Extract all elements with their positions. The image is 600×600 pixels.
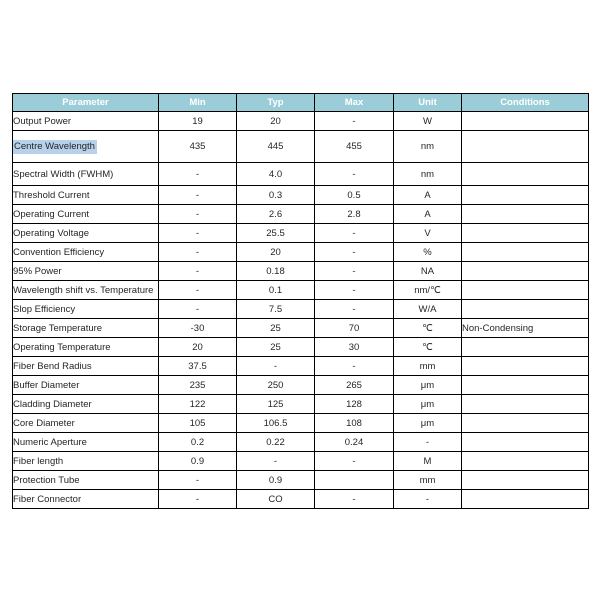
conditions-cell <box>462 112 589 131</box>
typ-cell: 4.0 <box>237 163 315 186</box>
typ-cell: CO <box>237 490 315 509</box>
parameter-cell: Slop Efficiency <box>13 300 159 319</box>
column-header-parameter: Parameter <box>13 94 159 112</box>
parameter-cell: Fiber length <box>13 452 159 471</box>
unit-cell: nm <box>394 131 462 163</box>
conditions-cell: Non-Condensing <box>462 319 589 338</box>
typ-cell: 0.3 <box>237 186 315 205</box>
table-row <box>13 452 589 471</box>
unit-cell: mm <box>394 357 462 376</box>
min-cell: - <box>159 163 237 186</box>
min-cell: 37.5 <box>159 357 237 376</box>
typ-cell: 125 <box>237 395 315 414</box>
max-cell: 0.5 <box>315 186 394 205</box>
min-cell: 122 <box>159 395 237 414</box>
conditions-cell <box>462 395 589 414</box>
table-row <box>13 281 589 300</box>
conditions-cell <box>462 471 589 490</box>
max-cell: - <box>315 243 394 262</box>
typ-cell: 25 <box>237 338 315 357</box>
max-cell: 70 <box>315 319 394 338</box>
parameter-cell: Protection Tube <box>13 471 159 490</box>
max-cell: 108 <box>315 414 394 433</box>
min-cell: - <box>159 262 237 281</box>
unit-cell: nm/℃ <box>394 281 462 300</box>
typ-cell: 0.9 <box>237 471 315 490</box>
conditions-cell <box>462 224 589 243</box>
parameter-cell: Buffer Diameter <box>13 376 159 395</box>
max-cell: - <box>315 490 394 509</box>
typ-cell: 20 <box>237 112 315 131</box>
unit-cell: ℃ <box>394 338 462 357</box>
min-cell: - <box>159 186 237 205</box>
unit-cell: W/A <box>394 300 462 319</box>
min-cell: - <box>159 300 237 319</box>
max-cell: 30 <box>315 338 394 357</box>
typ-cell: 7.5 <box>237 300 315 319</box>
table-row <box>13 262 589 281</box>
conditions-cell <box>462 376 589 395</box>
spec-table-body <box>13 112 589 509</box>
typ-cell: 2.6 <box>237 205 315 224</box>
typ-cell: 0.1 <box>237 281 315 300</box>
parameter-cell: Wavelength shift vs. Temperature <box>13 281 159 300</box>
table-row <box>13 112 589 131</box>
table-row <box>13 319 589 338</box>
table-row <box>13 471 589 490</box>
max-cell: - <box>315 452 394 471</box>
table-row <box>13 243 589 262</box>
unit-cell: - <box>394 490 462 509</box>
parameter-cell: Output Power <box>13 112 159 131</box>
conditions-cell <box>462 357 589 376</box>
typ-cell: 445 <box>237 131 315 163</box>
max-cell: 128 <box>315 395 394 414</box>
conditions-cell <box>462 433 589 452</box>
max-cell: 2.8 <box>315 205 394 224</box>
conditions-cell <box>462 243 589 262</box>
parameter-cell: Operating Current <box>13 205 159 224</box>
conditions-cell <box>462 186 589 205</box>
min-cell: 105 <box>159 414 237 433</box>
parameter-cell: Numeric Aperture <box>13 433 159 452</box>
conditions-cell <box>462 300 589 319</box>
table-row <box>13 131 589 163</box>
table-row <box>13 395 589 414</box>
parameter-cell: Storage Temperature <box>13 319 159 338</box>
parameter-cell: Convention Efficiency <box>13 243 159 262</box>
parameter-cell: Cladding Diameter <box>13 395 159 414</box>
min-cell: 235 <box>159 376 237 395</box>
table-row <box>13 186 589 205</box>
typ-cell: - <box>237 357 315 376</box>
min-cell: 435 <box>159 131 237 163</box>
conditions-cell <box>462 452 589 471</box>
max-cell: 265 <box>315 376 394 395</box>
typ-cell: 250 <box>237 376 315 395</box>
table-row <box>13 376 589 395</box>
unit-cell: NA <box>394 262 462 281</box>
unit-cell: % <box>394 243 462 262</box>
min-cell: - <box>159 490 237 509</box>
min-cell: - <box>159 281 237 300</box>
unit-cell: W <box>394 112 462 131</box>
unit-cell: μm <box>394 414 462 433</box>
conditions-cell <box>462 262 589 281</box>
unit-cell: mm <box>394 471 462 490</box>
selected-text-highlight: Centre Wavelength <box>14 141 95 152</box>
parameter-cell: 95% Power <box>13 262 159 281</box>
table-row <box>13 224 589 243</box>
max-cell: 455 <box>315 131 394 163</box>
unit-cell: ℃ <box>394 319 462 338</box>
table-row <box>13 357 589 376</box>
table-row <box>13 338 589 357</box>
column-header-conditions: Conditions <box>462 94 589 112</box>
conditions-cell <box>462 490 589 509</box>
min-cell: -30 <box>159 319 237 338</box>
spec-table <box>12 93 589 509</box>
max-cell: - <box>315 281 394 300</box>
min-cell: - <box>159 471 237 490</box>
max-cell: 0.24 <box>315 433 394 452</box>
table-row <box>13 163 589 186</box>
unit-cell: μm <box>394 376 462 395</box>
typ-cell: 106.5 <box>237 414 315 433</box>
min-cell: 0.9 <box>159 452 237 471</box>
parameter-cell: Threshold Current <box>13 186 159 205</box>
column-header-min: Min <box>159 94 237 112</box>
typ-cell: 20 <box>237 243 315 262</box>
unit-cell: A <box>394 186 462 205</box>
table-row <box>13 490 589 509</box>
unit-cell: nm <box>394 163 462 186</box>
max-cell: - <box>315 112 394 131</box>
min-cell: - <box>159 205 237 224</box>
min-cell: 0.2 <box>159 433 237 452</box>
unit-cell: A <box>394 205 462 224</box>
table-row <box>13 205 589 224</box>
conditions-cell <box>462 414 589 433</box>
conditions-cell <box>462 281 589 300</box>
parameter-cell: Fiber Bend Radius <box>13 357 159 376</box>
typ-cell: 25.5 <box>237 224 315 243</box>
conditions-cell <box>462 205 589 224</box>
conditions-cell <box>462 163 589 186</box>
typ-cell: - <box>237 452 315 471</box>
typ-cell: 0.22 <box>237 433 315 452</box>
parameter-cell: Fiber Connector <box>13 490 159 509</box>
unit-cell: V <box>394 224 462 243</box>
max-cell: - <box>315 262 394 281</box>
max-cell: - <box>315 224 394 243</box>
conditions-cell <box>462 131 589 163</box>
typ-cell: 0.18 <box>237 262 315 281</box>
unit-cell: M <box>394 452 462 471</box>
max-cell <box>315 471 394 490</box>
header-row <box>13 94 589 112</box>
typ-cell: 25 <box>237 319 315 338</box>
table-row <box>13 414 589 433</box>
unit-cell: - <box>394 433 462 452</box>
min-cell: 20 <box>159 338 237 357</box>
min-cell: - <box>159 243 237 262</box>
parameter-cell: Core Diameter <box>13 414 159 433</box>
max-cell: - <box>315 357 394 376</box>
parameter-cell: Spectral Width (FWHM) <box>13 163 159 186</box>
max-cell: - <box>315 300 394 319</box>
min-cell: 19 <box>159 112 237 131</box>
column-header-max: Max <box>315 94 394 112</box>
column-header-unit: Unit <box>394 94 462 112</box>
unit-cell: μm <box>394 395 462 414</box>
column-header-typ: Typ <box>237 94 315 112</box>
parameter-cell: Operating Temperature <box>13 338 159 357</box>
min-cell: - <box>159 224 237 243</box>
conditions-cell <box>462 338 589 357</box>
max-cell: - <box>315 163 394 186</box>
parameter-cell <box>13 131 159 163</box>
table-row <box>13 433 589 452</box>
parameter-cell: Operating Voltage <box>13 224 159 243</box>
table-row <box>13 300 589 319</box>
